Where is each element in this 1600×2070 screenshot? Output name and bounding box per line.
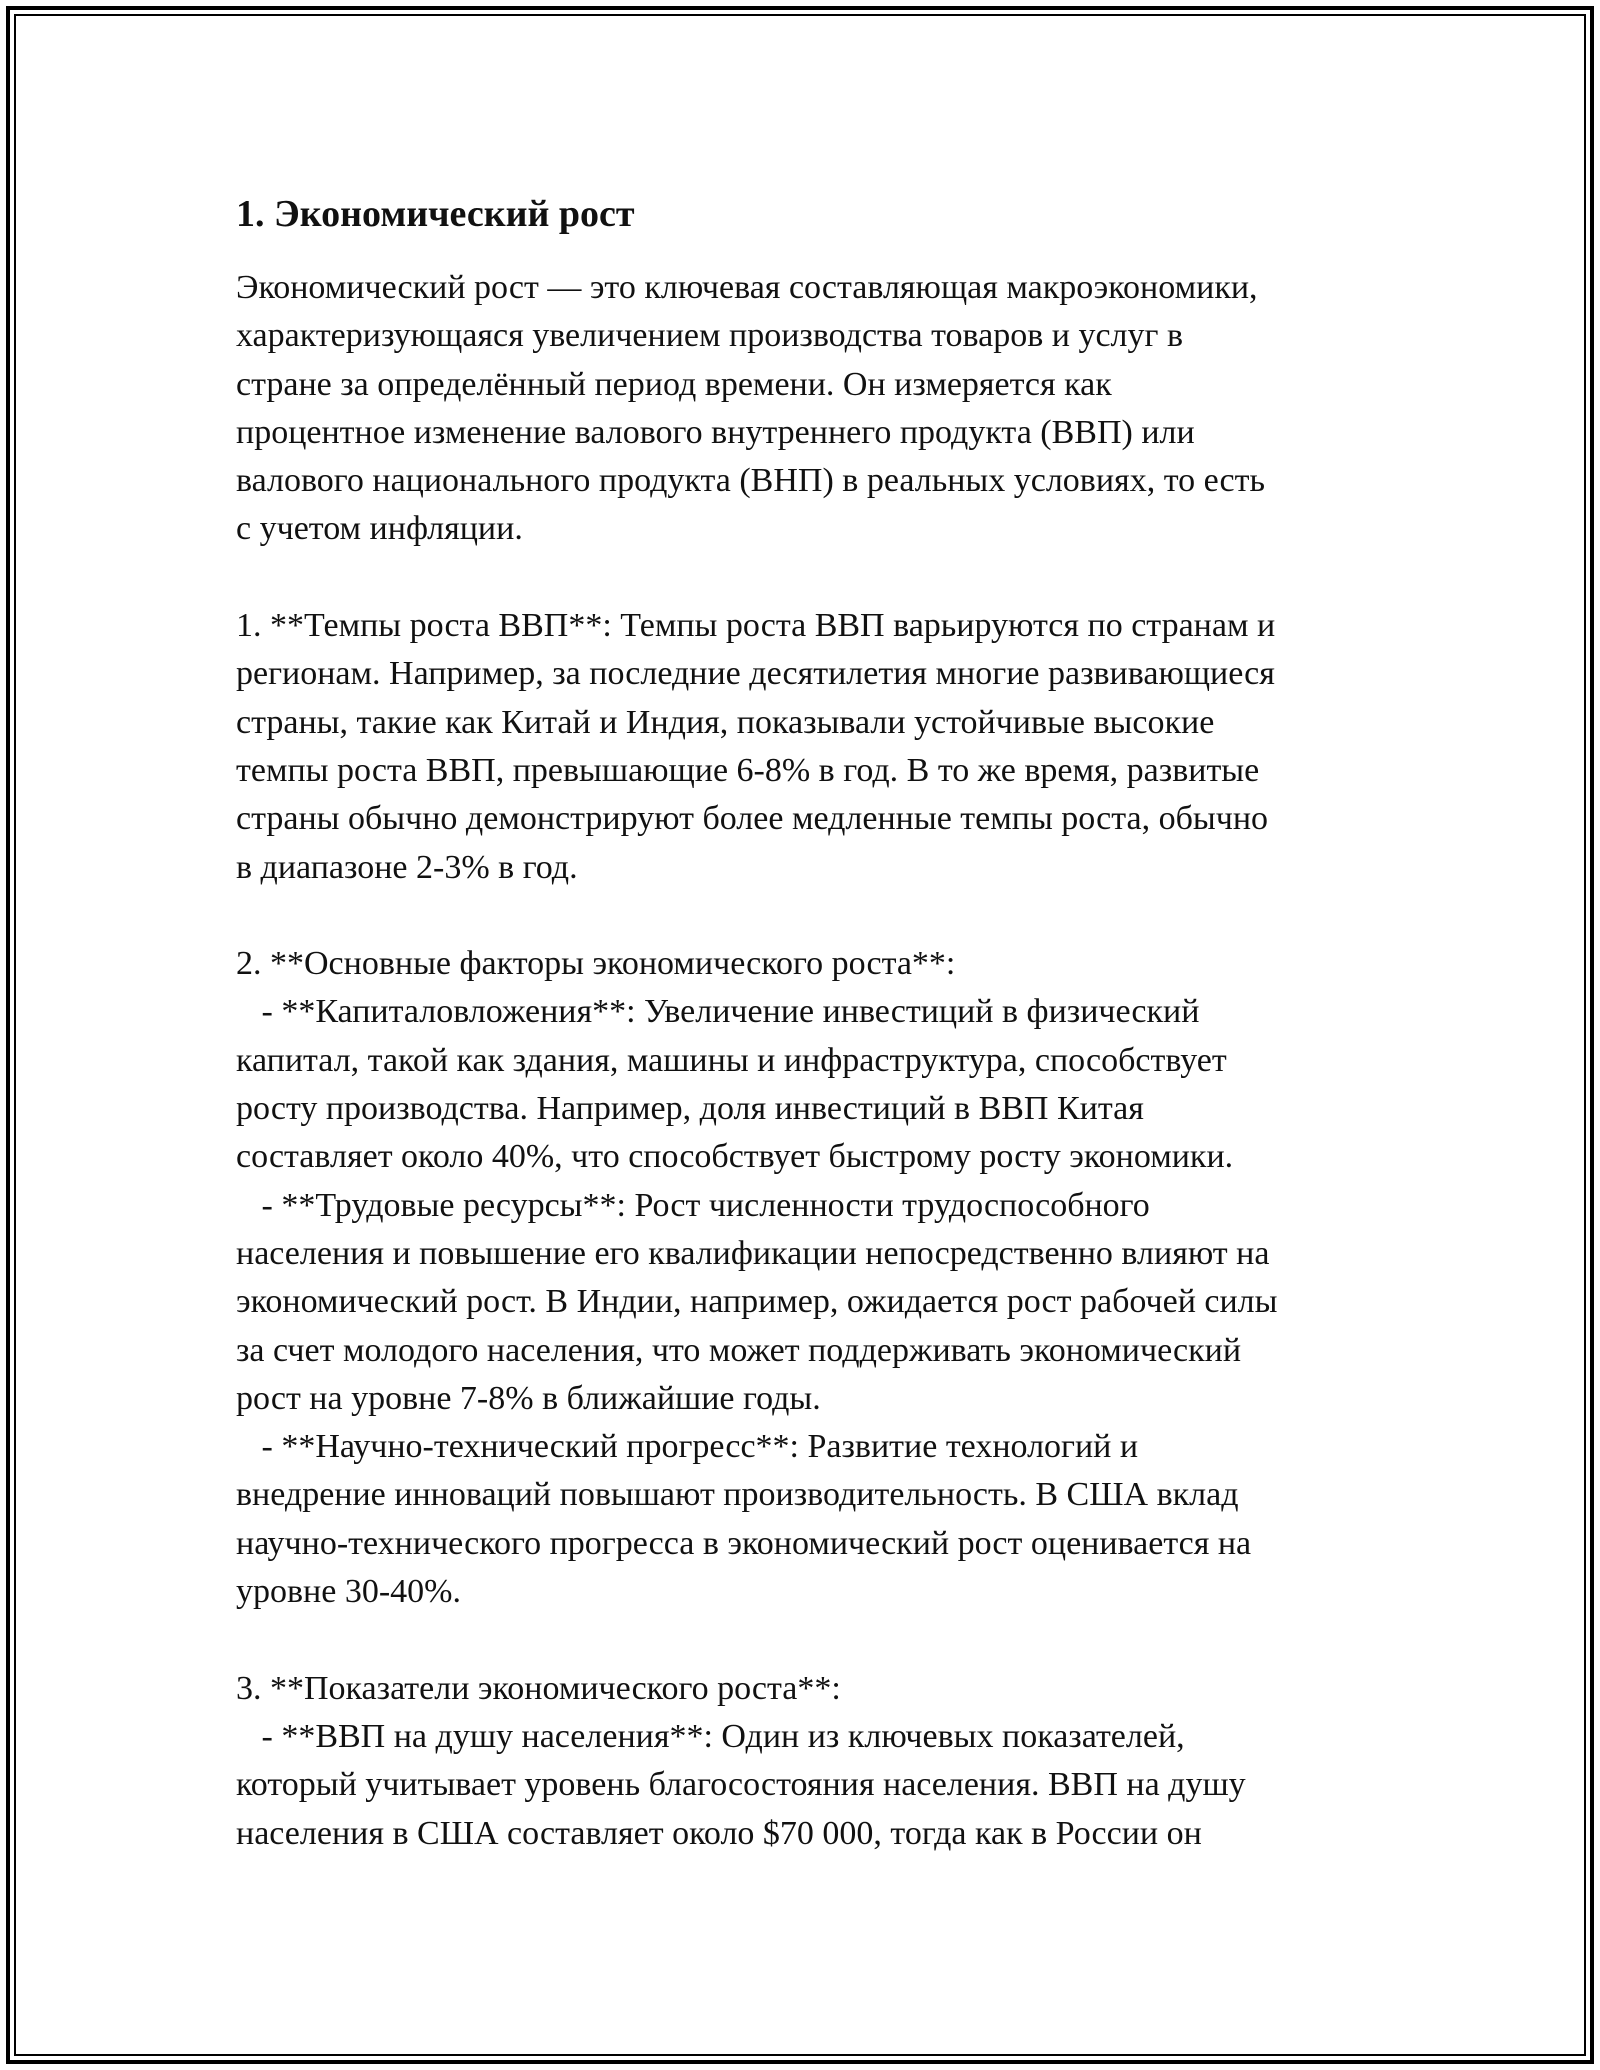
paragraph-line: за счет молодого населения, что может поддерживать экономический [236,1331,1242,1369]
paragraph-line: - **Трудовые ресурсы**: Рост численности трудоспособного [236,1186,1150,1224]
paragraph-line: составляет около 40%, что способствует быстрому росту экономики. [236,1138,1234,1176]
paragraph-line: с учетом инфляции. [236,510,523,548]
paragraph-line: в диапазоне 2-3% в год. [236,848,578,886]
paragraph-line: стране за определённый период времени. Он измеряется как [236,365,1112,403]
intro-paragraph [236,264,1386,554]
paragraph-line: - **ВВП на душу населения**: Один из ключевых показателей, [236,1717,1185,1755]
paragraph-line: росту производства. Например, доля инвестиций в ВВП Китая [236,1090,1144,1128]
growth-factors-paragraph [236,940,1386,1616]
section-heading: 1. Экономический рост [236,193,635,235]
paragraph-line: 1. **Темпы роста ВВП**: Темпы роста ВВП варьируются по странам и [236,607,1276,645]
paragraph-line: уровне 30-40%. [236,1573,461,1611]
paragraph-line: регионам. Например, за последние десятилетия многие развивающиеся [236,655,1275,693]
document-page [236,184,1386,1858]
paragraph-line: рост на уровне 7-8% в ближайшие годы. [236,1379,821,1417]
paragraph-line: 3. **Показатели экономического роста**: [236,1669,841,1707]
paragraph-line: населения в США составляет около $70 000, тогда как в России он [236,1814,1202,1852]
paragraph-line: капитал, такой как здания, машины и инфраструктура, способствует [236,1041,1227,1079]
paragraph-line: - **Капиталовложения**: Увеличение инвестиций в физический [236,993,1200,1031]
paragraph-line: темпы роста ВВП, превышающие 6-8% в год. В то же время, развитые [236,751,1260,789]
paragraph-line: страны, такие как Китай и Индия, показывали устойчивые высокие [236,703,1215,741]
paragraph-line: 2. **Основные факторы экономического роста**: [236,945,956,983]
paragraph-line: внедрение инноваций повышают производительность. В США вклад [236,1476,1239,1514]
paragraph-line: процентное изменение валового внутреннего продукта (ВВП) или [236,413,1195,451]
paragraph-line: экономический рост. В Индии, например, ожидается рост рабочей силы [236,1283,1278,1321]
paragraph-line: Экономический рост — это ключевая составляющая макроэкономики, [236,269,1258,306]
paragraph-line: научно-технического прогресса в экономический рост оценивается на [236,1524,1252,1562]
paragraph-line: характеризующаяся увеличением производства товаров и услуг в [236,317,1184,355]
paragraph-line: населения и повышение его квалификации непосредственно влияют на [236,1234,1270,1272]
paragraph-line: страны обычно демонстрируют более медленные темпы роста, обычно [236,800,1269,838]
paragraph-gap [236,892,1386,940]
growth-indicators-paragraph [236,1665,1386,1858]
paragraph-line: который учитывает уровень благосостояния населения. ВВП на душу [236,1766,1246,1804]
paragraph-gap [236,554,1386,602]
paragraph-line: - **Научно-технический прогресс**: Развитие технологий и [236,1428,1139,1466]
gdp-growth-paragraph [236,602,1386,892]
paragraph-gap [236,1616,1386,1664]
paragraph-line: валового национального продукта (ВНП) в реальных условиях, то есть [236,462,1265,500]
